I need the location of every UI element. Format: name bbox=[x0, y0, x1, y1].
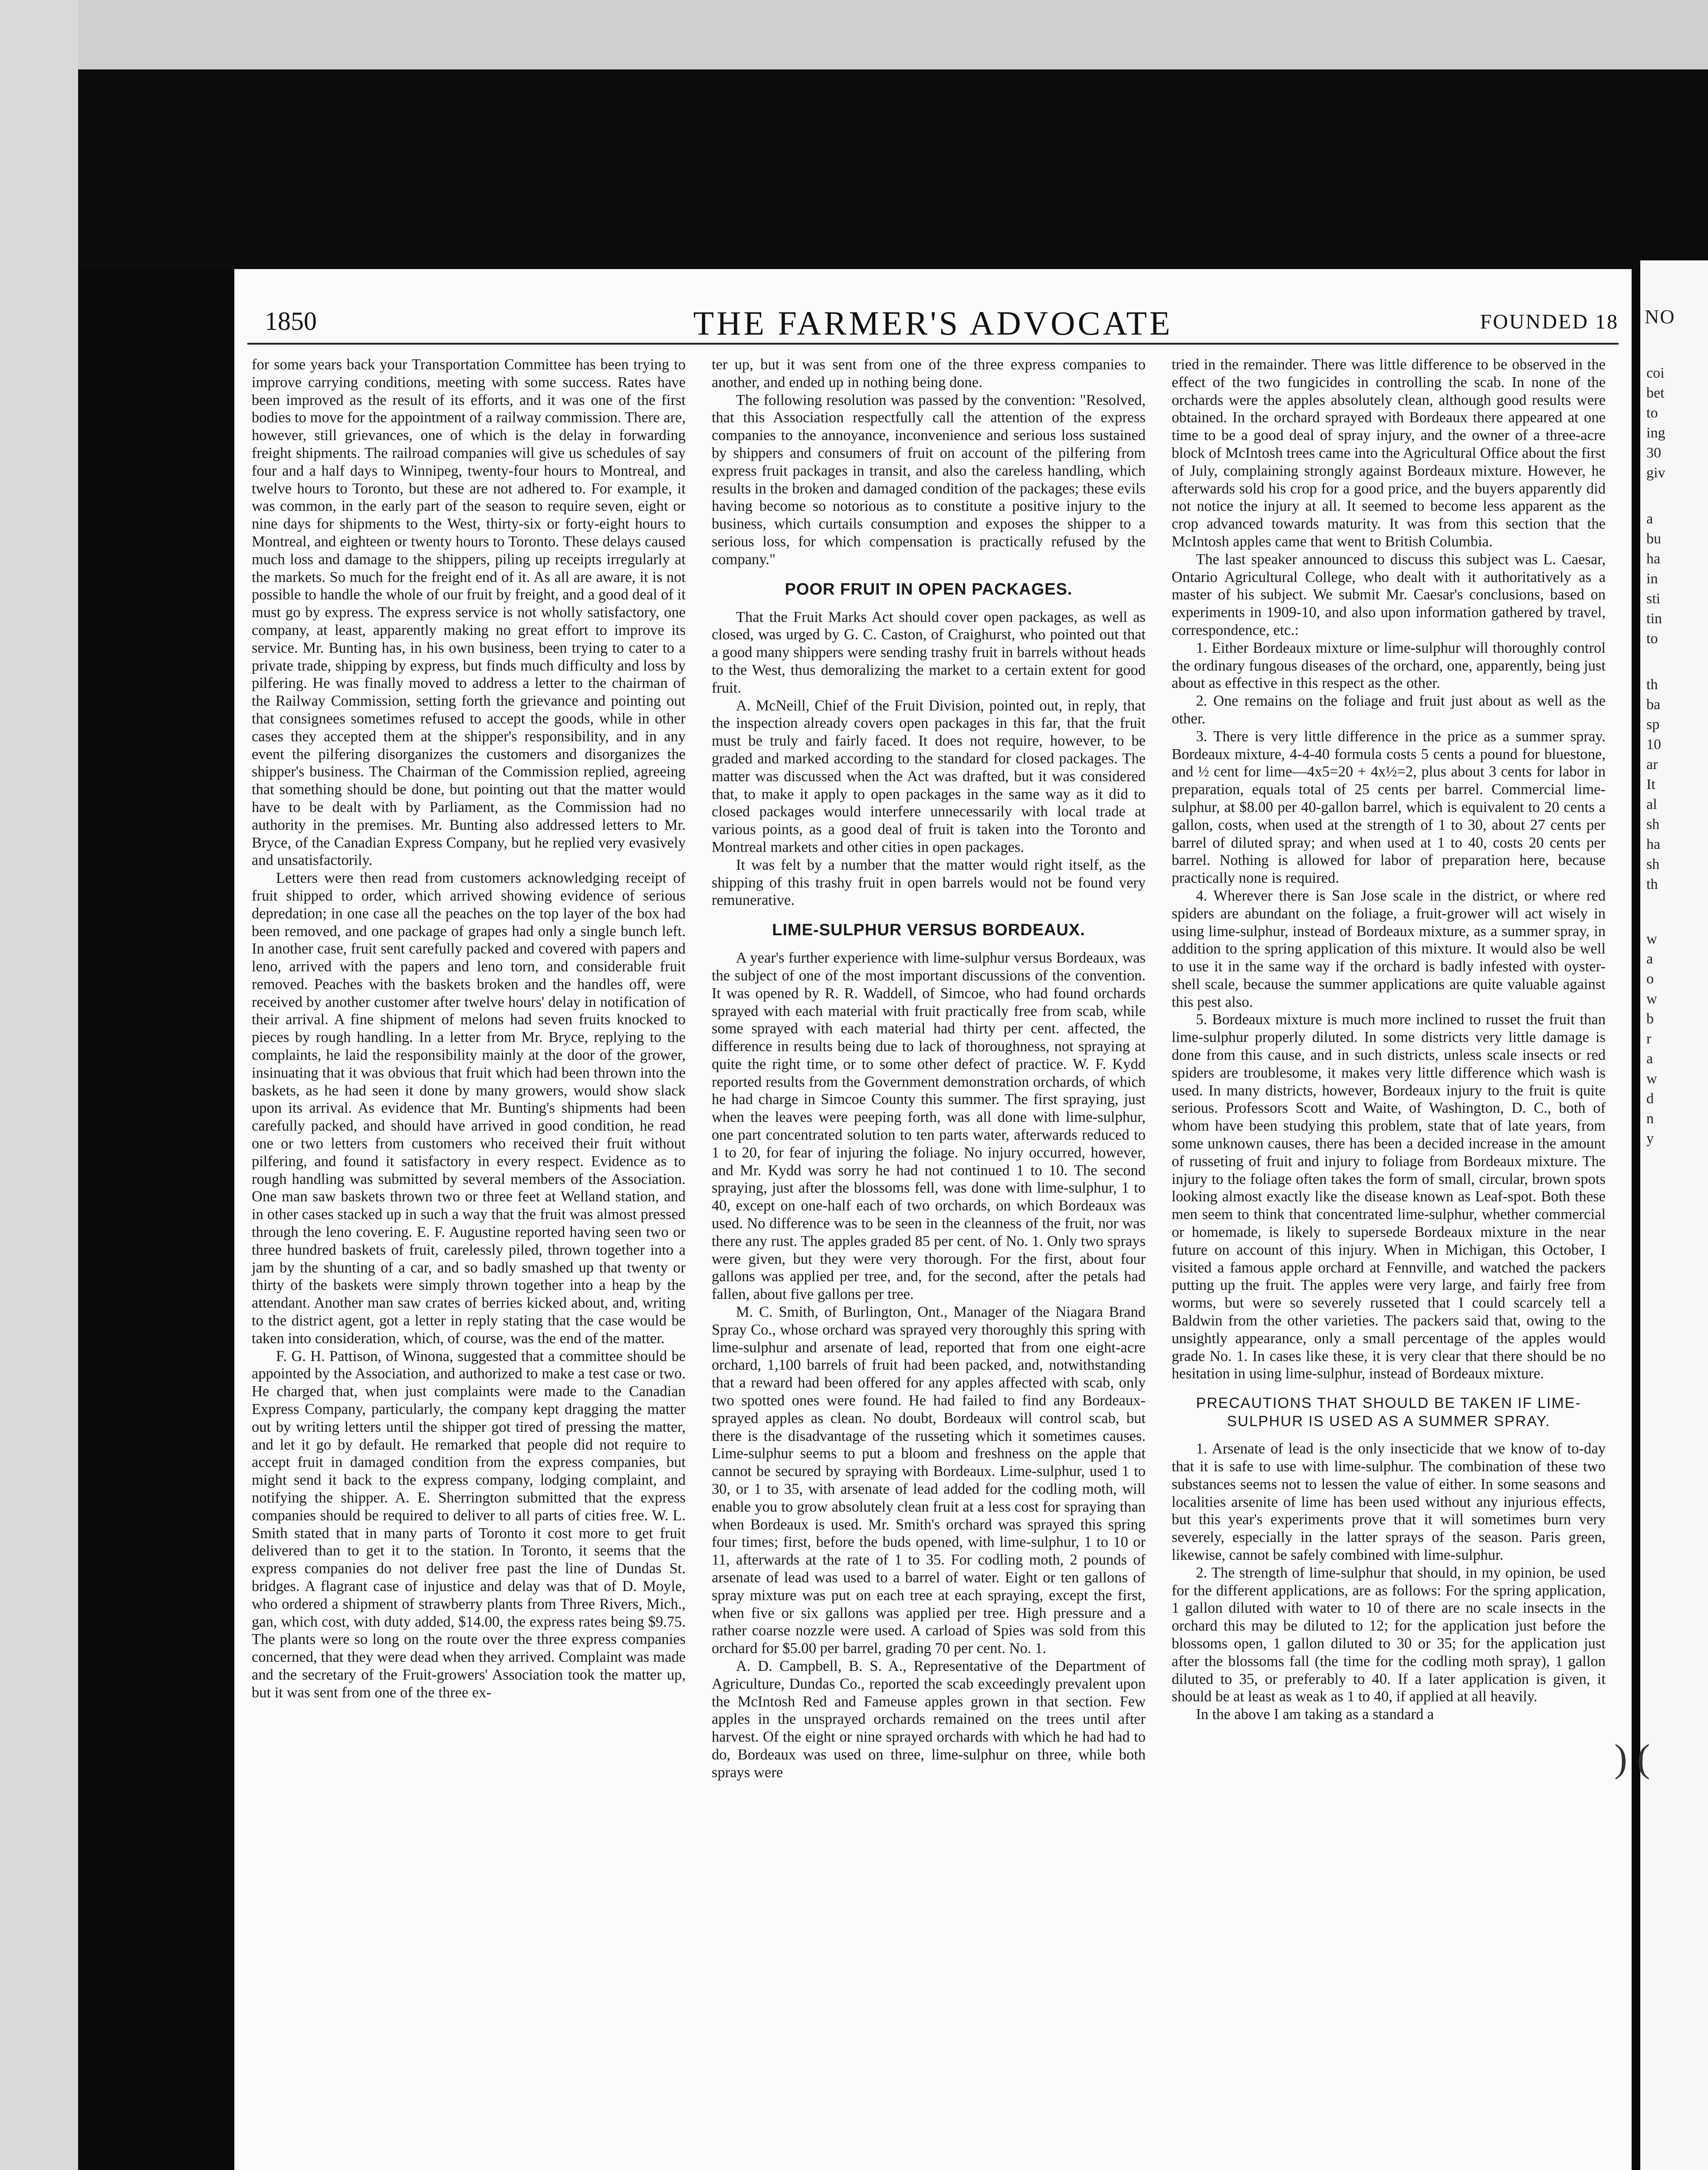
paragraph: A. D. Campbell, B. S. A., Representative of the Department of Agriculture, Dundas Co., reported the scab exceedingly prevalent upon the McIntosh Red and Fameuse apples grown in that section. Few apples in the unsprayed orchards remained on the trees until after harvest. Of the eight or nine sprayed orchards with which he had had to do, Bordeaux was used on three, lime-sulphur on three, while both sprays were bbox=[712, 1657, 1146, 1781]
column-3 bbox=[1172, 356, 1606, 1723]
adjacent-page-fragment: sh bbox=[1646, 856, 1660, 872]
newspaper-page bbox=[234, 269, 1632, 2170]
adjacent-page-fragment: ing bbox=[1646, 425, 1665, 441]
paragraph: 4. Wherever there is San Jose scale in the district, or where red spiders are abundant on the foliage, a fruit-grower will act wisely in using lime-sulphur, instead of Bordeaux mixture, as a summer spray, in addition to the spring application of this mixture. It would also be well to use it in the same way if the orchard is badly infested with oyster-shell scale, because the summer applications are quite valuable against this pest also. bbox=[1172, 887, 1606, 1010]
paragraph: That the Fruit Marks Act should cover open packages, as well as closed, was urged by G. C. Caston, of Craighurst, who pointed out that a good many shippers were sending trashy fruit in barrels without heads to the West, thus demoralizing the market to a certain extent for good fruit. bbox=[712, 608, 1146, 696]
adjacent-page-fragment: 30 bbox=[1646, 445, 1661, 461]
paragraph: 2. One remains on the foliage and fruit just about as well as the other. bbox=[1172, 693, 1606, 727]
adjacent-page-fragment: y bbox=[1646, 1131, 1654, 1147]
column-2 bbox=[712, 356, 1146, 1782]
paragraph: for some years back your Transportation Committee has been trying to improve carrying conditions, meeting with some success. Rates have been improved as the result of its efforts, and it was one of the first bodies to move for the appointment of a railway commission. There are, however, still grievances, one of which is the delay in forwarding freight shipments. The railroad companies will give us schedules of say four and a half days to Winnipeg, twenty-four hours to Montreal, and twelve hours to Toronto, but these are not adhered to. For example, it was common, in the early part of the season to require seven, eight or nine days for shipments to the West, thirty-six or forty-eight hours to Montreal, and eighteen or twenty hours to Toronto. These delays caused much loss and damage to the shippers, piling up receipts irregularly at the markets. So much for the freight end of it. As all are aware, it is not possible to handle the whole of our fruit by freight, and a good deal of it must go by express. The express service is not wholly satisfactory, one company, at least, apparently making no great effort to improve its service. Mr. Bunting has, in his own business, been trying to cater to a private trade, shipping by express, but finds much difficulty and loss by pilfering. He was finally moved to address a letter to the chairman of the Railway Commission, setting forth the grievance and pointing out that consignees sometimes refused to accept the goods, while in other cases they accepted them at the shipper's responsibility, and in any event the pilfering disorganizes the customers and disorganizes the shipper's business. The Chairman of the Commission replied, agreeing that something should be done, but pointing out that the matter would have to be dealt with by Parliament, as the Commission had no authority in the premises. Mr. Bunting also addressed letters to Mr. Bryce, of the Canadian Express Company, but he replied very evasively and unsatisfactorily. bbox=[252, 356, 686, 869]
adjacent-page-fragment: to bbox=[1646, 631, 1658, 647]
scan-background-top bbox=[78, 0, 1708, 69]
paragraph: M. C. Smith, of Burlington, Ont., Manager of the Niagara Brand Spray Co., whose orchard was sprayed very thoroughly this spring with lime-sulphur and arsenate of lead, reported that from one eight-acre orchard, 1,100 barrels of fruit had been packed, and, notwithstanding that a reward had been offered for any apples affected with scab, only two spotted ones were found. He had failed to find any Bordeaux-sprayed apples as clean. No doubt, Bordeaux will control scab, but there is the disadvantage of the russeting which it sometimes causes. Lime-sulphur seems to put a bloom and freshness on the apple that cannot be secured by spraying with Bordeaux. Lime-sulphur, used 1 to 30, or 1 to 35, with arsenate of lead added for the codling moth, will enable you to grow absolutely clean fruit at a less cost for spraying than when Bordeaux is used. Mr. Smith's orchard was sprayed this spring four times; first, before the buds opened, with lime-sulphur, 1 to 10 or 11, afterwards at the rate of 1 to 35. For codling moth, 2 pounds of arsenate of lead was used to a barrel of water. Eight or ten gallons of spray mixture was put on each tree at each spraying, except the first, when five or six gallons was applied per tree. High pressure and a rather coarse nozzle were used. A carload of Spies was sold from this orchard for $5.00 per barrel, grading 70 per cent. No. 1. bbox=[712, 1304, 1146, 1657]
adjacent-page-fragment: ha bbox=[1646, 836, 1661, 852]
page-number: 1850 bbox=[265, 307, 317, 335]
section-heading-poor-fruit: POOR FRUIT IN OPEN PACKAGES. bbox=[785, 580, 1073, 598]
adjacent-page-fragment: w bbox=[1646, 931, 1657, 947]
paragraph: tried in the remainder. There was little difference to be observed in the effect of the two fungicides in controlling the scab. In none of the orchards were the apples absolutely clean, although good results were obtained. In the orchard sprayed with Bordeaux there appeared at one time to be a good deal of spray injury, and the owner of a three-acre block of McIntosh trees came into the Agricultural Office about the first of July, complaining strongly against Bordeaux mixture. However, he afterwards sold his crop for a good price, and the buyers apparently did not notice the injury at all. It seemed to become less apparent as the crop advanced towards maturity. It was from this section that the McIntosh apples came that went to British Columbia. bbox=[1172, 356, 1606, 550]
paragraph: F. G. H. Pattison, of Winona, suggested that a committee should be appointed by the Association, and authorized to make a test case or two. He charged that, when just complaints were made to the Canadian Express Company, particularly, the company kept dragging the matter out by writing letters until the shipper got tired of pressing the matter, and let it go by default. He remarked that people did not require to accept fruit in damaged condition from the express companies, but might send it back to the express company, lodging complaint, and notifying the shipper. A. E. Sherrington submitted that the express companies should be required to deliver to all parts of cities free. W. L. Smith stated that in many parts of Toronto it cost more to get fruit delivered than to get it to the station. In Toronto, it seems that the express companies do not deliver free past the line of Dundas St. bridges. A flagrant case of injustice and delay was that of D. Moyle, who ordered a shipment of strawberry plants from Three Rivers, Mich., gan, which cost, with duty added, $14.00, the express rates being $9.75. The plants were so long on the route over the three express companies concerned, that they were dead when they arrived. Complaint was made and the secretary of the Fruit-growers' Association took the matter up, but it was sent from one of the three ex- bbox=[252, 1348, 686, 1701]
adjacent-page-header: NO bbox=[1645, 306, 1675, 328]
adjacent-page-fragment: o bbox=[1646, 971, 1654, 987]
paragraph: It was felt by a number that the matter would right itself, as the shipping of this trashy fruit in open barrels would not be found very remunerative. bbox=[712, 856, 1146, 909]
paragraph: 1. Either Bordeaux mixture or lime-sulphur will thoroughly control the ordinary fungous diseases of the orchard, one, apparently, being just about as effective in this respect as the other. bbox=[1172, 639, 1606, 692]
section-heading-lime-sulphur: LIME-SULPHUR VERSUS BORDEAUX. bbox=[772, 921, 1085, 940]
adjacent-page-fragment: b bbox=[1646, 1011, 1654, 1027]
binding-marks: ) ( bbox=[1614, 1737, 1650, 1780]
adjacent-page-fragment: It bbox=[1646, 776, 1655, 792]
adjacent-page-fragment: al bbox=[1646, 796, 1657, 812]
adjacent-page-fragment: d bbox=[1646, 1091, 1654, 1107]
adjacent-page-fragment: a bbox=[1646, 1051, 1653, 1067]
column-1 bbox=[252, 356, 686, 1702]
adjacent-page-fragment: ba bbox=[1646, 697, 1661, 713]
founded-label: FOUNDED 18 bbox=[1480, 310, 1619, 333]
paragraph: The following resolution was passed by the convention: "Resolved, that this Association respectfully call the attention of the express companies to the annoyance, inconvenience and serious loss sustained by shippers and consumers of fruit on account of the pilfering from express fruit packages in transit, and also the careless handling, which results in the broken and damaged condition of the packages; these evils having become so notorious as to constitute a positive injury to the business, which curtails consumption and exposes the shipper to a serious loss, for which compensation is practically refused by the company." bbox=[712, 391, 1146, 568]
paragraph: 3. There is very little difference in the price as a summer spray. Bordeaux mixture, 4-4-40 formula costs 5 cents a pound for bluestone, and ½ cent for lime—4x5=20 + 4x½=2, plus about 3 cents for labor in preparation, equals total of 25 cents per barrel. Commercial lime-sulphur, at $8.00 per 40-gallon barrel, which is equivalent to 20 cents a gallon, costs, when used at the strength of 1 to 30, about 27 cents per barrel of diluted spray; and when used at 1 to 40, costs 20 cents per barrel. Nothing is allowed for labor of preparation here, because practically none is required. bbox=[1172, 728, 1606, 887]
paragraph: Letters were then read from customers acknowledging receipt of fruit shipped to order, which arrived showing evidence of serious depredation; in one case all the peaches on the top layer of the box had been removed, and one package of grapes had only a single bunch left. In another case, fruit sent carefully packed and covered with papers and leno, arrived with the papers and leno torn, and considerable fruit removed. Peaches with the baskets broken and the handles off, were received by another customer after twelve hours' delay in notification of their arrival. A fine shipment of melons had seven fruits knocked to pieces by rough handling. In a letter from Mr. Bryce, replying to the complaints, he laid the responsibility mainly at the door of the grower, insinuating that it was obvious that fruit which had been thrown into the baskets, as he had seen it done by many growers, would show slack upon its arrival. As evidence that Mr. Bunting's shipments had been carefully packed, and should have arrived in good condition, he read one or two letters from customers who received their fruit without pilfering, and found it satisfactory in every respect. Evidence as to rough handling was submitted by several members of the Association. One man saw baskets thrown two or three feet at Welland station, and in other cases stacked up in such a way that the fruit was almost pressed through the leno covering. E. F. Augustine reported having seen two or three hundred baskets of fruit, carelessly piled, thrown together into a jam by the shunting of a car, and so badly smashed up that twenty or thirty of the baskets were simply thrown together into a heap by the attendant. Another man saw crates of berries kicked about, and, writing to the district agent, got a letter in reply stating that the case would be taken into consideration, which, of course, was the end of the matter. bbox=[252, 870, 686, 1347]
adjacent-page-fragment: coi bbox=[1646, 365, 1665, 381]
adjacent-page-fragment: n bbox=[1646, 1111, 1654, 1127]
adjacent-page-fragment: bet bbox=[1646, 385, 1665, 401]
adjacent-page-fragment: r bbox=[1646, 1031, 1652, 1047]
section-heading-precautions: PRECAUTIONS THAT SHOULD BE TAKEN IF LIME-SULPHUR IS USED AS A SUMMER SPRAY. bbox=[1196, 1395, 1581, 1430]
adjacent-page-fragment: sh bbox=[1646, 816, 1660, 832]
masthead: THE FARMER'S ADVOCATE bbox=[693, 304, 1173, 342]
page-header bbox=[247, 304, 1619, 345]
adjacent-page-fragment: ha bbox=[1646, 551, 1661, 567]
paragraph: 5. Bordeaux mixture is much more inclined to russet the fruit than lime-sulphur properly diluted. In some districts very little damage is done from this cause, and in such districts, unless scale insects or red spiders are troublesome, it makes very little difference which wash is used. In many districts, however, Bordeaux injury to the fruit is quite serious. Professors Scott and Waite, of Washington, D. C., both of whom have been studying this problem, state that of late years, from some unknown causes, there has been a decided increase in the amount of russeting of fruit and injury to foliage from Bordeaux mixture. The injury to the foliage often takes the form of small, circular, brown spots looking almost exactly like the disease known as Leaf-spot. Both these men seem to think that concentrated lime-sulphur, whether commercial or homemade, is likely to supersede Bordeaux mixture in the near future on account of this injury. When in Michigan, this October, I visited a famous apple orchard at Fennville, and watched the packers putting up the fruit. The apples were very large, and fairly free from worms, but were so severely russeted that I could scarcely tell a Baldwin from the other varieties. The packers said that, owing to the unsightly appearance, only a small percentage of the apples would grade No. 1. In cases like these, it is very clear that there should be no hesitation in using lime-sulphur, instead of Bordeaux mixture. bbox=[1172, 1011, 1606, 1382]
paragraph: 2. The strength of lime-sulphur that should, in my opinion, be used for the different applications, are as follows: For the spring application, 1 gallon diluted with water to 10 of there are no scale insects in the orchard this may be diluted to 12; for the application just before the blossoms open, 1 gallon diluted to 30 or 35; for the application just after the blossoms fall (the time for the codling moth spray), 1 gallon diluted to 35, or preferably to 40. If a later application is given, it should be at least as weak as 1 to 40, if applied at all heavily. bbox=[1172, 1564, 1606, 1705]
adjacent-page-fragment: sp bbox=[1646, 717, 1660, 733]
paragraph: 1. Arsenate of lead is the only insecticide that we know of to-day that it is safe to use with lime-sulphur. The combination of these two substances seems not to lessen the value of either. In some seasons and localities arsenite of lime has been used without any injurious effects, but this year's experiments prove that it will sometimes burn very severely, especially in the latter sprays of the season. Paris green, likewise, cannot be safely combined with lime-sulphur. bbox=[1172, 1440, 1606, 1563]
paragraph: In the above I am taking as a standard a bbox=[1196, 1706, 1434, 1723]
paragraph: A year's further experience with lime-sulphur versus Bordeaux, was the subject of one of the most important discussions of the convention. It was opened by R. R. Waddell, of Simcoe, who had found orchards sprayed with each material with fruit practically free from scab, while some sprayed with each material had thirty per cent. affected, the difference in results being due to lack of thoroughness, not spraying at quite the right time, or to some other defect of practice. W. F. Kydd reported results from the Government demonstration orchards, of which he had charge in Simcoe County this summer. The first spraying, just when the leaves were peeping forth, was all done with lime-sulphur, one part concentrated solution to ten parts water, afterwards reduced to 1 to 20, for fear of injuring the foliage. No injury occurred, however, and Mr. Kydd was sorry he had not continued 1 to 10. The second spraying, just after the blossoms fell, was done with lime-sulphur, 1 to 40, except on one-half each of two orchards, on which Bordeaux was used. No difference was to be seen in the cleanness of the fruit, nor was there any rust. The apples graded 85 per cent. of No. 1. Only two sprays were given, but they were very thorough. For the first, about four gallons was applied per tree, and, for the second, after the petals had fallen, about five gallons per tree. bbox=[712, 950, 1146, 1303]
paragraph: The last speaker announced to discuss this subject was L. Caesar, Ontario Agricultural College, who dealt with it authoritatively as a master of his subject. We submit Mr. Caesar's conclusions, based on experiments in 1909-10, and also upon information gathered by travel, correspondence, etc.: bbox=[1172, 551, 1606, 638]
scan-dark-band bbox=[78, 69, 1708, 269]
adjacent-page-fragment: ar bbox=[1646, 756, 1658, 773]
adjacent-page-fragment: a bbox=[1646, 951, 1653, 967]
adjacent-page-fragment: tin bbox=[1646, 611, 1662, 627]
adjacent-page-fragment: 10 bbox=[1646, 736, 1661, 753]
adjacent-page-fragment: giv bbox=[1646, 465, 1665, 481]
paragraph: ter up, but it was sent from one of the three express companies to another, and ended up in nothing being done. bbox=[712, 356, 1146, 391]
adjacent-page bbox=[1640, 260, 1708, 2170]
adjacent-page-fragment: w bbox=[1646, 1071, 1657, 1087]
adjacent-page-fragment: th bbox=[1646, 677, 1658, 693]
adjacent-page-fragment: bu bbox=[1646, 531, 1661, 547]
adjacent-page-fragment: th bbox=[1646, 876, 1658, 892]
adjacent-page-fragment: to bbox=[1646, 405, 1658, 421]
adjacent-page-fragment: w bbox=[1646, 991, 1657, 1007]
adjacent-page-fragment: a bbox=[1646, 511, 1653, 527]
paragraph: A. McNeill, Chief of the Fruit Division, pointed out, in reply, that the inspection already covers open packages in this far, that the fruit must be truly and fairly faced. It does not require, however, to be graded and marked according to the standard for closed packages. The matter was discussed when the Act was drafted, but it was considered that, to make it apply to open packages in the same way as it did to closed packages would interfere unnecessarily with local trade at various points, as a good deal of fruit is taken into the Toronto and Montreal markets and other cities in open packages. bbox=[712, 697, 1146, 855]
scan-background-left bbox=[0, 0, 78, 2170]
adjacent-page-fragment: sti bbox=[1646, 591, 1661, 607]
adjacent-page-fragment: in bbox=[1646, 571, 1658, 587]
